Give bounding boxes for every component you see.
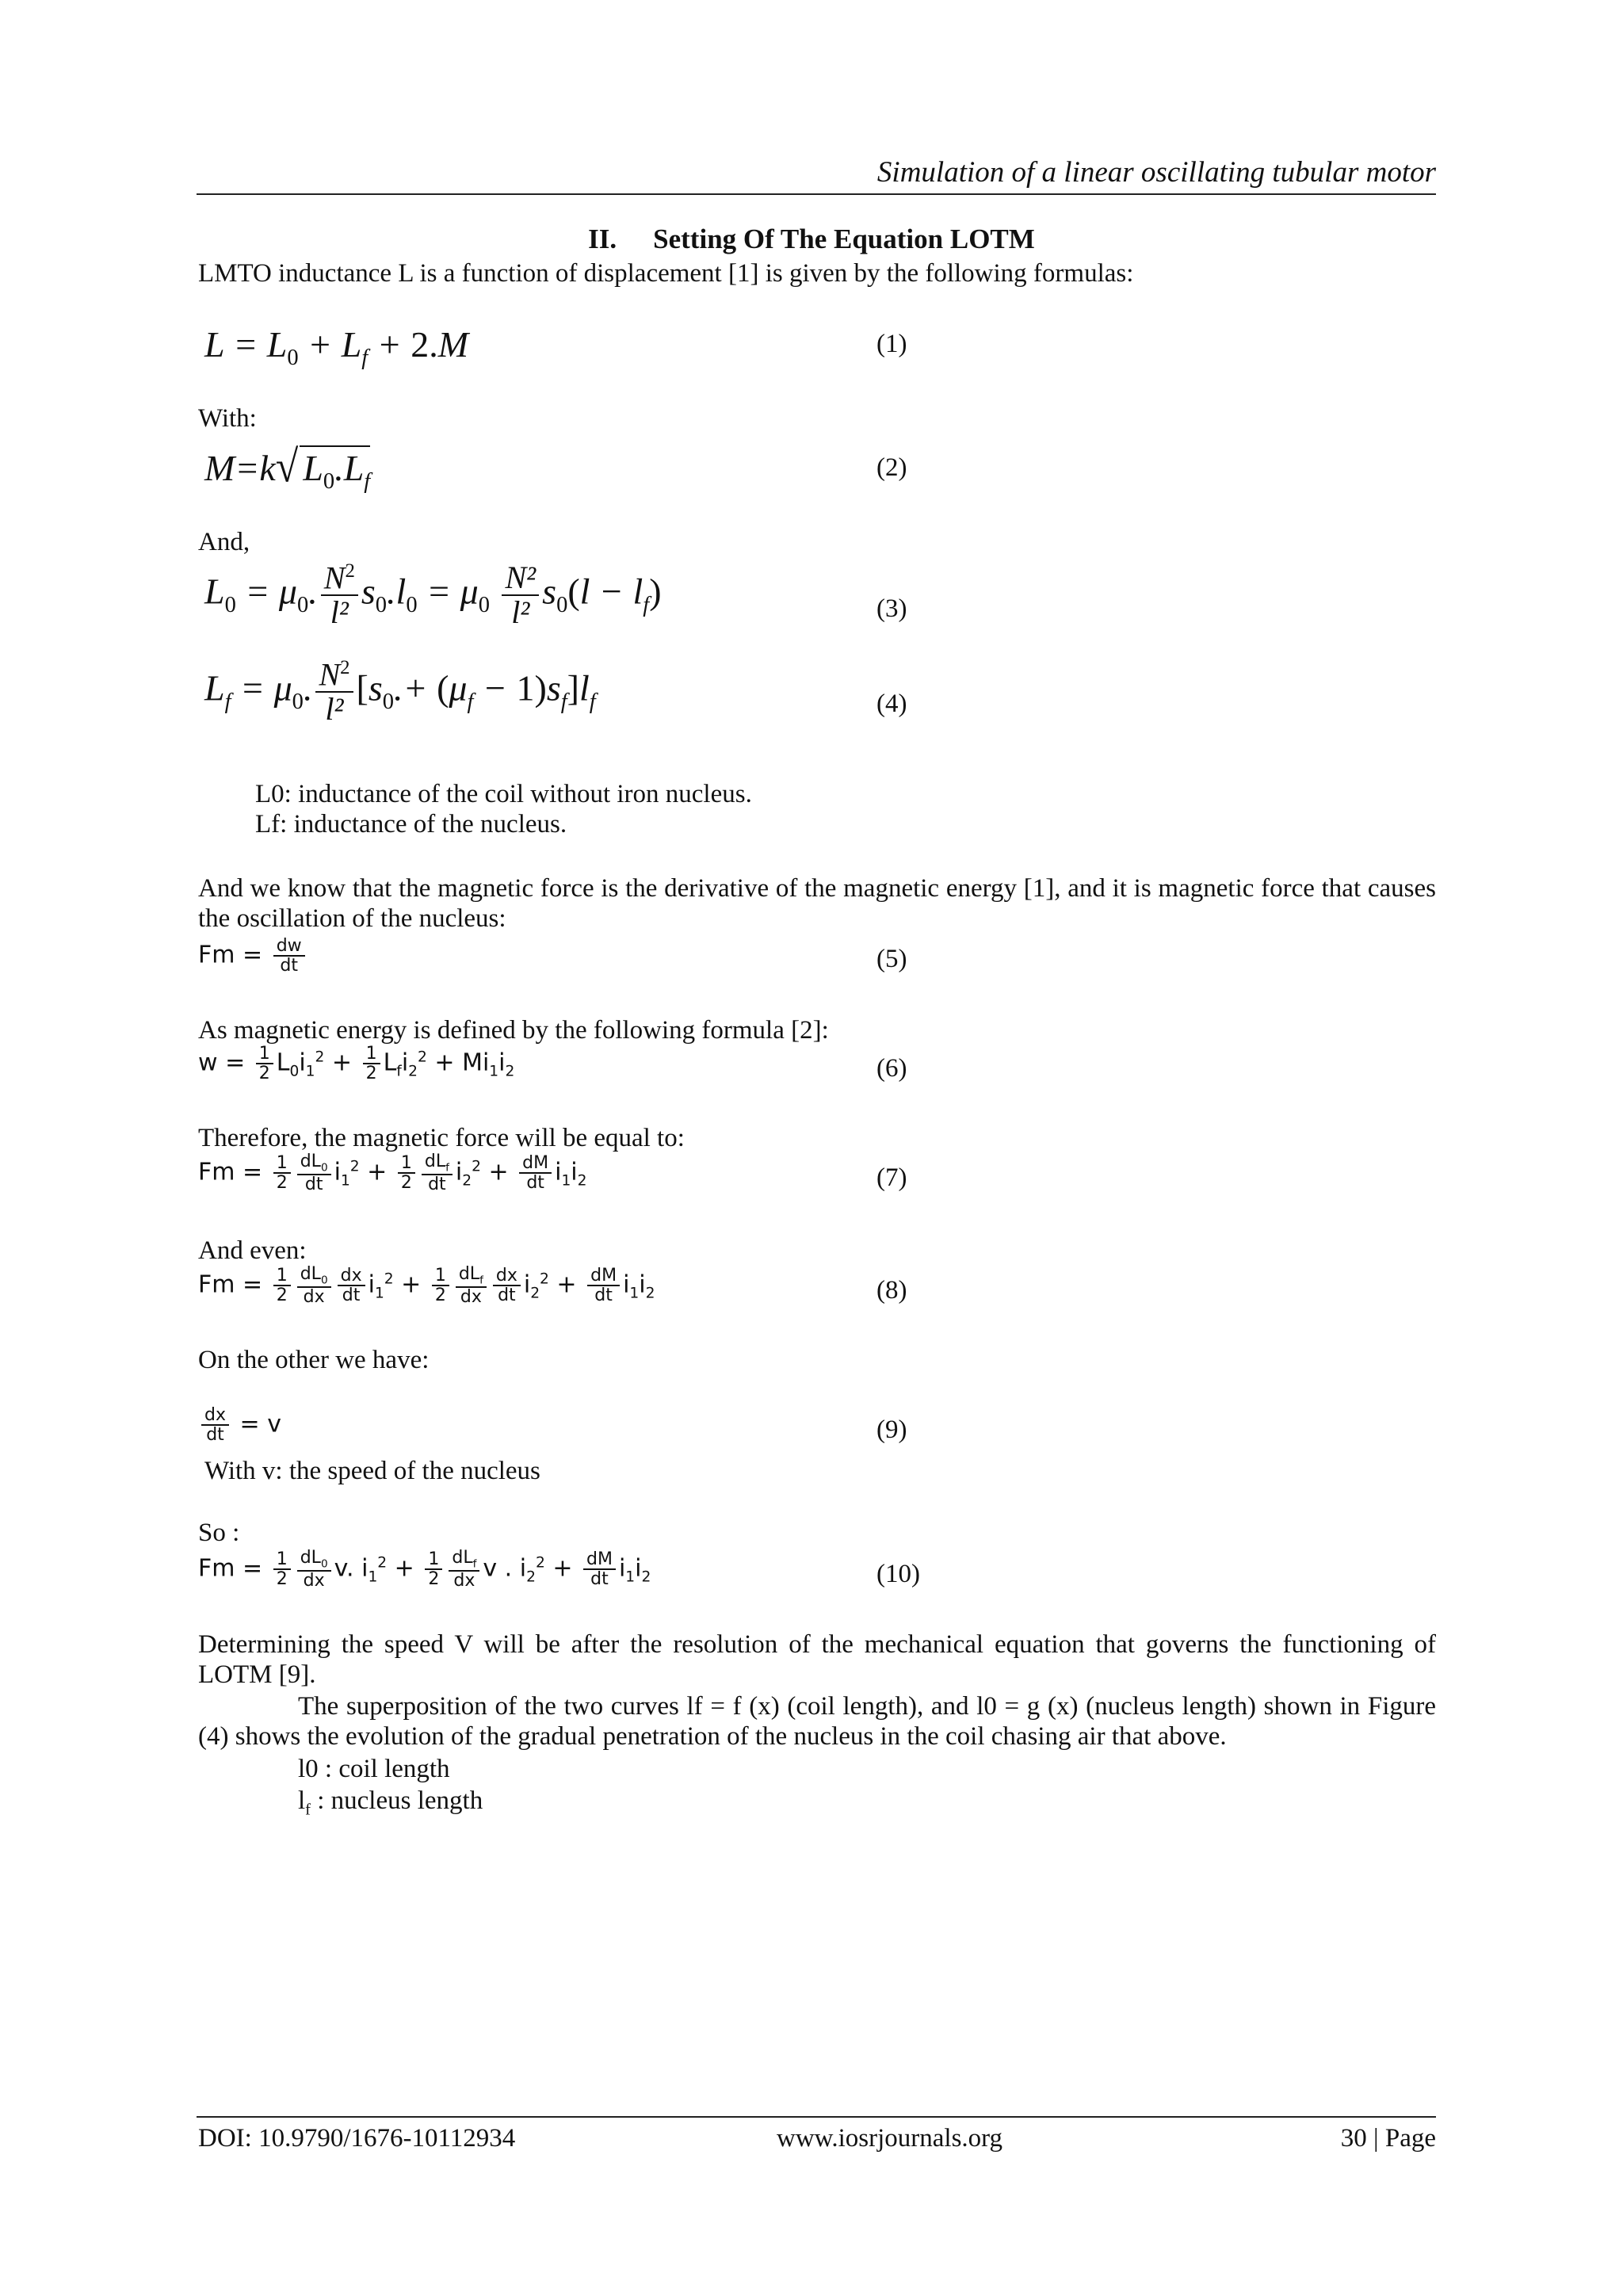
equation-10: Fm = $\frac{1}{2}$ $\frac{dL_0}{dx}$ v. $i_1^2$ + $\frac{1}{2}$ $\frac{dL_f}{dx}$ v . $i_2^2$ + $\frac{dM}{dt}$ $i_1i_2$ xyxy=(198,1548,651,1591)
equation-number-9: (9) xyxy=(876,1415,907,1444)
equation-3: $L_0 = \mu_0$. $\frac{N^2}{\text{l²}}$ $s_0.l_0 = \mu_0$ $\frac{\text{N²}}{\text{l²}}$ $s_0(l - l_f)$ xyxy=(204,560,662,631)
other-text: On the other we have: xyxy=(198,1346,430,1374)
equation-number-4: (4) xyxy=(876,690,907,718)
speed-definition: With v: the speed of the nucleus xyxy=(204,1457,540,1485)
footer-doi: DOI: 10.9790/1676-10112934 xyxy=(198,2124,516,2153)
superposition-paragraph: The superposition of the two curves lf = f (x) (coil length), and l0 = g (x) (nucleus length) shown in Figure (4) shows the evolution of the gradual penetration of the nucleus in the coil chasing air that above. xyxy=(198,1692,1436,1751)
l0-length-definition: l0 : coil length xyxy=(298,1755,450,1783)
equation-5: Fm = $\frac{dw}{dt}$ xyxy=(198,937,308,975)
header-rule xyxy=(197,193,1436,195)
equation-7: Fm = $\frac{1}{2}$ $\frac{dL_0}{dt}$ $i_1^2$ + $\frac{1}{2}$ $\frac{dL_f}{dt}$ $i_2^2$ + $\frac{dM}{dt}$ $i_1i_2$ xyxy=(198,1152,587,1194)
lf-length-text: : nucleus length xyxy=(310,1786,483,1815)
therefore-text: Therefore, the magnetic force will be equal to: xyxy=(198,1124,685,1152)
footer-page-number: 30 | Page xyxy=(1340,2124,1436,2153)
so-text: So : xyxy=(198,1519,240,1547)
equation-6: w = $\frac{1}{2}$ $L_0i_1^2$ + $\frac{1}{2}$ $L_fi_2^2 + Mi_1i_2$ xyxy=(198,1044,515,1084)
with-label: With: xyxy=(198,404,257,433)
equation-8: Fm = $\frac{1}{2}$ $\frac{dL_0}{dx}$ $\frac{dx}{dt}$ $i_1^2$ + $\frac{1}{2}$ $\frac{dL_f}{dx}$ $\frac{dx}{dt}$ $i_2^2$ + $\frac{dM}{dt}$ $i_1i_2$ xyxy=(198,1264,655,1307)
equation-number-3: (3) xyxy=(876,594,907,623)
equation-1: $L = L_0 + L_f + 2.M$ xyxy=(204,324,469,371)
equation-2: M=k√ $L_0.L_f$ xyxy=(204,442,371,495)
section-title: Setting Of The Equation LOTM xyxy=(653,223,1035,254)
footer-website: www.iosrjournals.org xyxy=(777,2124,1003,2153)
determining-paragraph: Determining the speed V will be after the resolution of the mechanical equation that governs the functioning of LOTM [9]. xyxy=(198,1630,1436,1689)
equation-4: $L_f = \mu_0$. $\frac{N^2}{\text{l²}}$ $[s_0.+ (\mu_f - 1)s_f]l_f$ xyxy=(204,656,596,728)
equation-number-10: (10) xyxy=(876,1560,920,1588)
l0-definition: L0: inductance of the coil without iron nucleus. xyxy=(255,780,752,808)
lf-subscript: f xyxy=(305,1801,311,1819)
equation-number-5: (5) xyxy=(876,945,907,973)
equation-9: $\frac{dx}{dt}$ = v xyxy=(198,1406,281,1444)
intro-paragraph: LMTO inductance L is a function of displacement [1] is given by the following formulas: xyxy=(198,259,1134,288)
equation-number-2: (2) xyxy=(876,453,907,482)
running-header-title: Simulation of a linear oscillating tubular motor xyxy=(876,156,1436,189)
force-paragraph: And we know that the magnetic force is the derivative of the magnetic energy [1], and it is magnetic force that causes the oscillation of the nucleus: xyxy=(198,874,1436,933)
energy-paragraph: As magnetic energy is defined by the following formula [2]: xyxy=(198,1016,829,1045)
section-heading xyxy=(0,223,1623,255)
equation-number-7: (7) xyxy=(876,1163,907,1192)
footer-rule xyxy=(197,2116,1436,2118)
lf-length-definition xyxy=(298,1785,483,1826)
section-number: II. xyxy=(588,223,617,254)
equation-number-6: (6) xyxy=(876,1054,907,1083)
and-even-text: And even: xyxy=(198,1236,307,1265)
equation-number-8: (8) xyxy=(876,1276,907,1305)
lf-definition: Lf: inductance of the nucleus. xyxy=(255,810,567,839)
and-label: And, xyxy=(198,528,250,556)
lf-symbol: l xyxy=(298,1786,306,1815)
equation-number-1: (1) xyxy=(876,330,907,358)
